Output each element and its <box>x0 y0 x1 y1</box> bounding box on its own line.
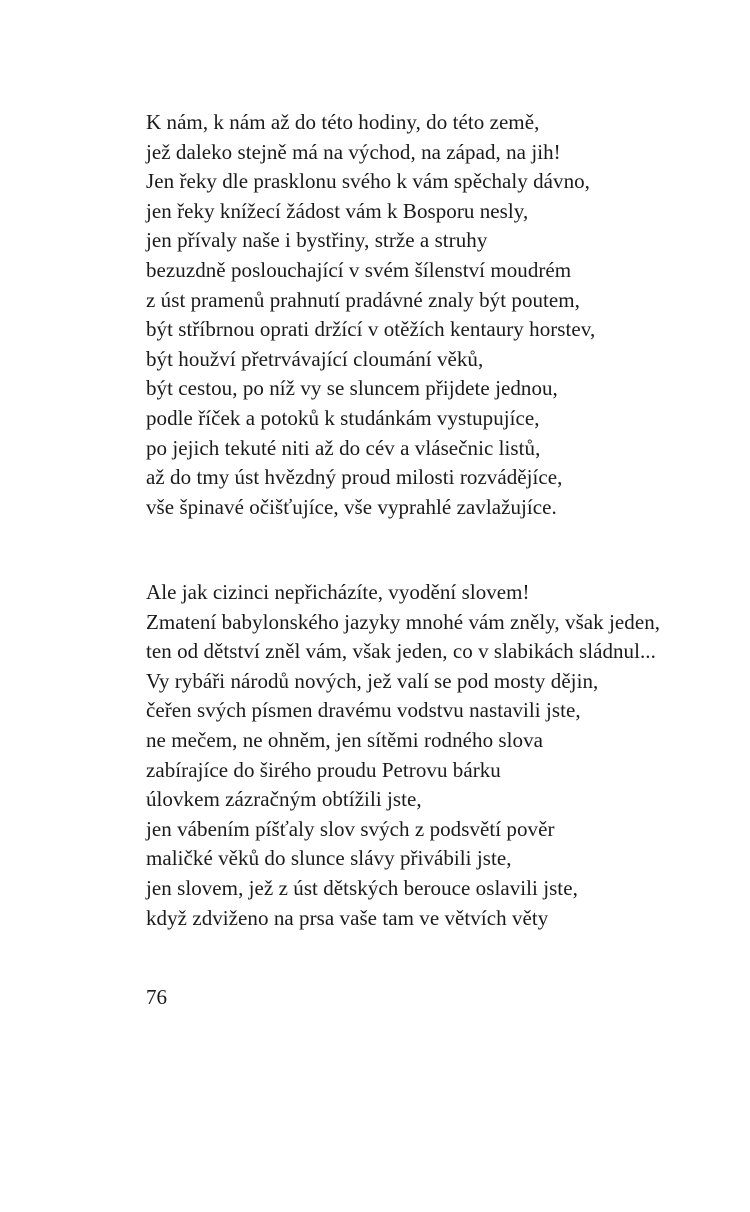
poem-stanza-2 <box>146 578 726 933</box>
poem-line: bezuzdně poslouchající v svém šílenství moudrém <box>146 257 572 282</box>
poem-line: být stříbrnou oprati držící v otěžích kentaury horstev, <box>146 317 596 342</box>
poem-line: jen vábením píšťaly slov svých z podsvětí pověr <box>146 816 555 841</box>
poem-line: K nám, k nám až do této hodiny, do této země, <box>146 110 540 134</box>
page-number: 76 <box>146 985 167 1009</box>
poem-line: zabírajíce do širého proudu Petrovu bárku <box>146 757 501 782</box>
poem-line: Zmatení babylonského jazyky mnohé vám zněly, však jeden, <box>146 609 661 634</box>
poem-line: až do tmy úst hvězdný proud milosti rozvádějíce, <box>146 465 563 490</box>
poem-line: Vy rybáři národů nových, jež valí se pod mosty dějin, <box>146 668 599 693</box>
poem-line: ne mečem, ne ohněm, jen sítěmi rodného slova <box>146 727 544 752</box>
poem-stanza-1 <box>146 108 726 522</box>
poem-line: jen slovem, jež z úst dětských berouce oslavili jste, <box>146 875 578 900</box>
poem-line: ten od dětství zněl vám, však jeden, co v slabikách sládnul... <box>146 639 656 664</box>
poem-line: úlovkem zázračným obtížili jste, <box>146 787 422 812</box>
poem-line: jež daleko stejně má na východ, na západ, na jih! <box>146 139 561 164</box>
poem-line: maličké věků do slunce slávy přivábili jste, <box>146 846 512 871</box>
poem-line: vše špinavé očišťujíce, vše vyprahlé zavlažujíce. <box>146 494 557 519</box>
poem-line: být cestou, po níž vy se sluncem přijdete jednou, <box>146 376 558 401</box>
poem-line: být houžví přetrvávající cloumání věků, <box>146 346 484 371</box>
poem-line: po jejich tekuté niti až do cév a vlásečnic listů, <box>146 435 541 460</box>
poem-line: Jen řeky dle prasklonu svého k vám spěchaly dávno, <box>146 169 590 194</box>
poem-line: čeřen svých písmen dravému vodstvu nastavili jste, <box>146 698 581 723</box>
poem-line: podle říček a potoků k studánkám vystupujíce, <box>146 405 540 430</box>
poem-line: z úst pramenů prahnutí pradávné znaly být poutem, <box>146 287 580 312</box>
poem-line: jen přívaly naše i bystřiny, strže a struhy <box>146 228 488 253</box>
poem-line: když zdviženo na prsa vaše tam ve větvích věty <box>146 905 549 930</box>
poem-line: jen řeky knížecí žádost vám k Bosporu nesly, <box>146 198 529 223</box>
poem-line: Ale jak cizinci nepřicházíte, vyodění slovem! <box>146 580 530 604</box>
